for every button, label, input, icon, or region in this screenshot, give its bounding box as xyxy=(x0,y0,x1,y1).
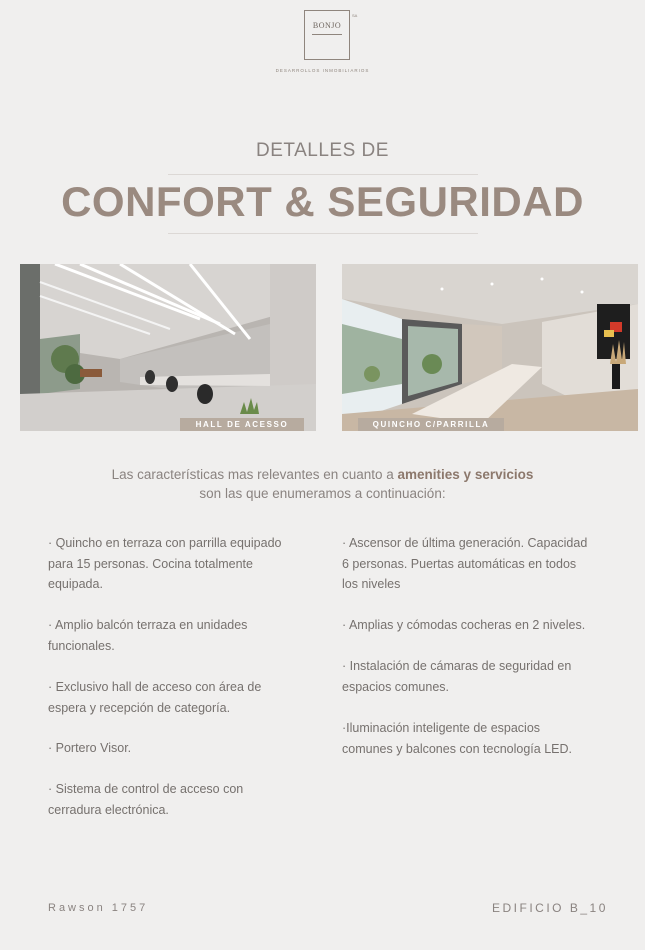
feature-right-2 xyxy=(342,615,585,636)
intro-line-2: son las que enumeramos a continuación: xyxy=(199,486,446,501)
feature-line: los niveles xyxy=(342,577,401,591)
hall-illustration xyxy=(20,264,316,431)
feature-right-4 xyxy=(342,718,572,759)
feature-line: espacios comunes. xyxy=(342,679,450,694)
feature-left-5 xyxy=(48,779,243,820)
feature-line: comunes y balcones con tecnología LED. xyxy=(342,741,572,756)
page-kicker: DETALLES DE xyxy=(256,140,389,161)
feature-left-2 xyxy=(48,615,247,656)
brand-tagline: DESARROLLOS INMOBILIARIOS xyxy=(275,68,370,73)
feature-line: · Quincho en terraza con parrilla equipado xyxy=(48,536,282,550)
feature-left-4 xyxy=(48,738,131,759)
photo-quincho xyxy=(342,264,638,431)
photo-hall-caption: HALL DE ACESSO xyxy=(180,418,304,431)
feature-line: · Instalación de cámaras de seguridad en xyxy=(342,659,572,673)
feature-line: espera y recepción de categoría. xyxy=(48,700,231,715)
title-rule-bottom xyxy=(168,233,478,234)
page-title: CONFORT & SEGURIDAD xyxy=(61,178,584,225)
feature-line: · Amplio balcón terraza en unidades xyxy=(48,618,248,632)
logo-suffix: SA xyxy=(352,13,358,18)
feature-line: · Exclusivo hall de acceso con área de xyxy=(48,680,262,694)
title-rule-top xyxy=(168,174,478,175)
feature-right-3 xyxy=(342,656,571,697)
intro-highlight: amenities y servicios xyxy=(397,467,534,482)
logo-word: BONJO xyxy=(312,21,342,30)
footer-address: Rawson 1757 xyxy=(48,902,149,914)
footer-building: EDIFICIO B_10 xyxy=(492,901,608,915)
quincho-illustration xyxy=(342,264,638,431)
feature-line: para 15 personas. Cocina totalmente xyxy=(48,556,253,571)
feature-line: 6 personas. Puertas automáticas en todos xyxy=(342,556,577,571)
intro-text xyxy=(0,465,645,503)
feature-line: · Portero Visor. xyxy=(48,741,132,755)
feature-line: equipada. xyxy=(48,577,103,591)
intro-line-1 xyxy=(0,465,645,484)
logo-divider xyxy=(312,34,342,35)
feature-line: · Sistema de control de acceso con xyxy=(48,782,244,796)
feature-line: · Ascensor de última generación. Capacidad xyxy=(342,536,588,550)
feature-left-3 xyxy=(48,677,261,718)
feature-right-1 xyxy=(342,533,587,595)
feature-line: cerradura electrónica. xyxy=(48,802,169,817)
brand-logo xyxy=(304,10,350,60)
intro-line-1-text: Las características mas relevantes en cuanto a xyxy=(111,467,398,482)
feature-line: ·Iluminación inteligente de espacios xyxy=(342,721,541,735)
feature-left-1 xyxy=(48,533,281,595)
photo-hall xyxy=(20,264,316,431)
photo-quincho-caption: QUINCHO C/PARRILLA xyxy=(358,418,504,431)
feature-line: funcionales. xyxy=(48,638,115,653)
feature-line: · Amplias y cómodas cocheras en 2 niveles. xyxy=(342,618,586,632)
